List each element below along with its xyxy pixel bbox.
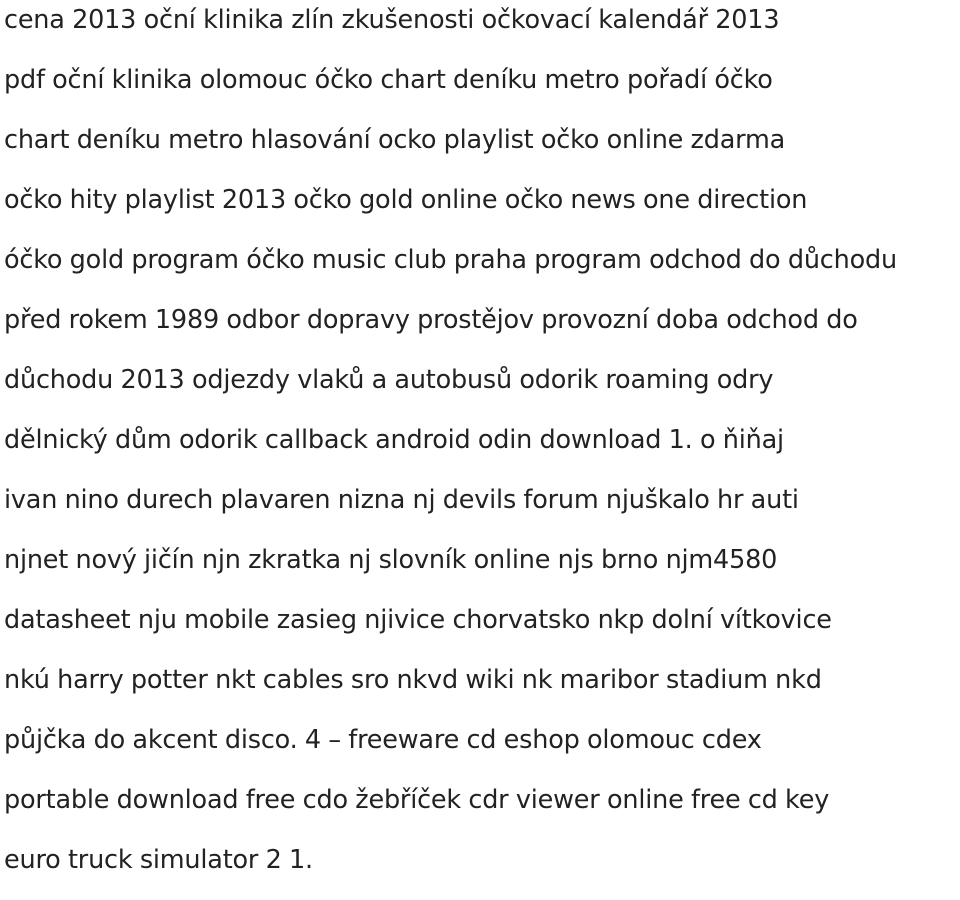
text-line: cena 2013 oční klinika zlín zkušenosti očkovací kalendář 2013: [4, 5, 780, 35]
text-line: óčko gold program óčko music club praha program odchod do důchodu: [4, 245, 897, 275]
text-line: portable download free cdo žebříček cdr viewer online free cd key: [4, 785, 830, 815]
document-page: [4, 0, 960, 875]
text-line: njnet nový jičín njn zkratka nj slovník online njs brno njm4580: [4, 545, 778, 575]
text-line: před rokem 1989 odbor dopravy prostějov provozní doba odchod do: [4, 305, 858, 335]
text-line: dělnický dům odorik callback android odin download 1. o ňiňaj: [4, 425, 784, 455]
text-line: půjčka do akcent disco. 4 – freeware cd eshop olomouc cdex: [4, 725, 762, 755]
text-line: datasheet nju mobile zasieg njivice chorvatsko nkp dolní vítkovice: [4, 605, 832, 635]
text-line: chart deníku metro hlasování ocko playlist očko online zdarma: [4, 125, 786, 155]
text-line: nkú harry potter nkt cables sro nkvd wiki nk maribor stadium nkd: [4, 665, 822, 695]
text-line: důchodu 2013 odjezdy vlaků a autobusů odorik roaming odry: [4, 365, 774, 395]
text-line: očko hity playlist 2013 očko gold online očko news one direction: [4, 185, 808, 215]
text-line: euro truck simulator 2 1.: [4, 845, 313, 875]
text-line: ivan nino durech plavaren nizna nj devils forum njuškalo hr auti: [4, 485, 799, 515]
text-line: pdf oční klinika olomouc óčko chart deníku metro pořadí óčko: [4, 65, 773, 95]
